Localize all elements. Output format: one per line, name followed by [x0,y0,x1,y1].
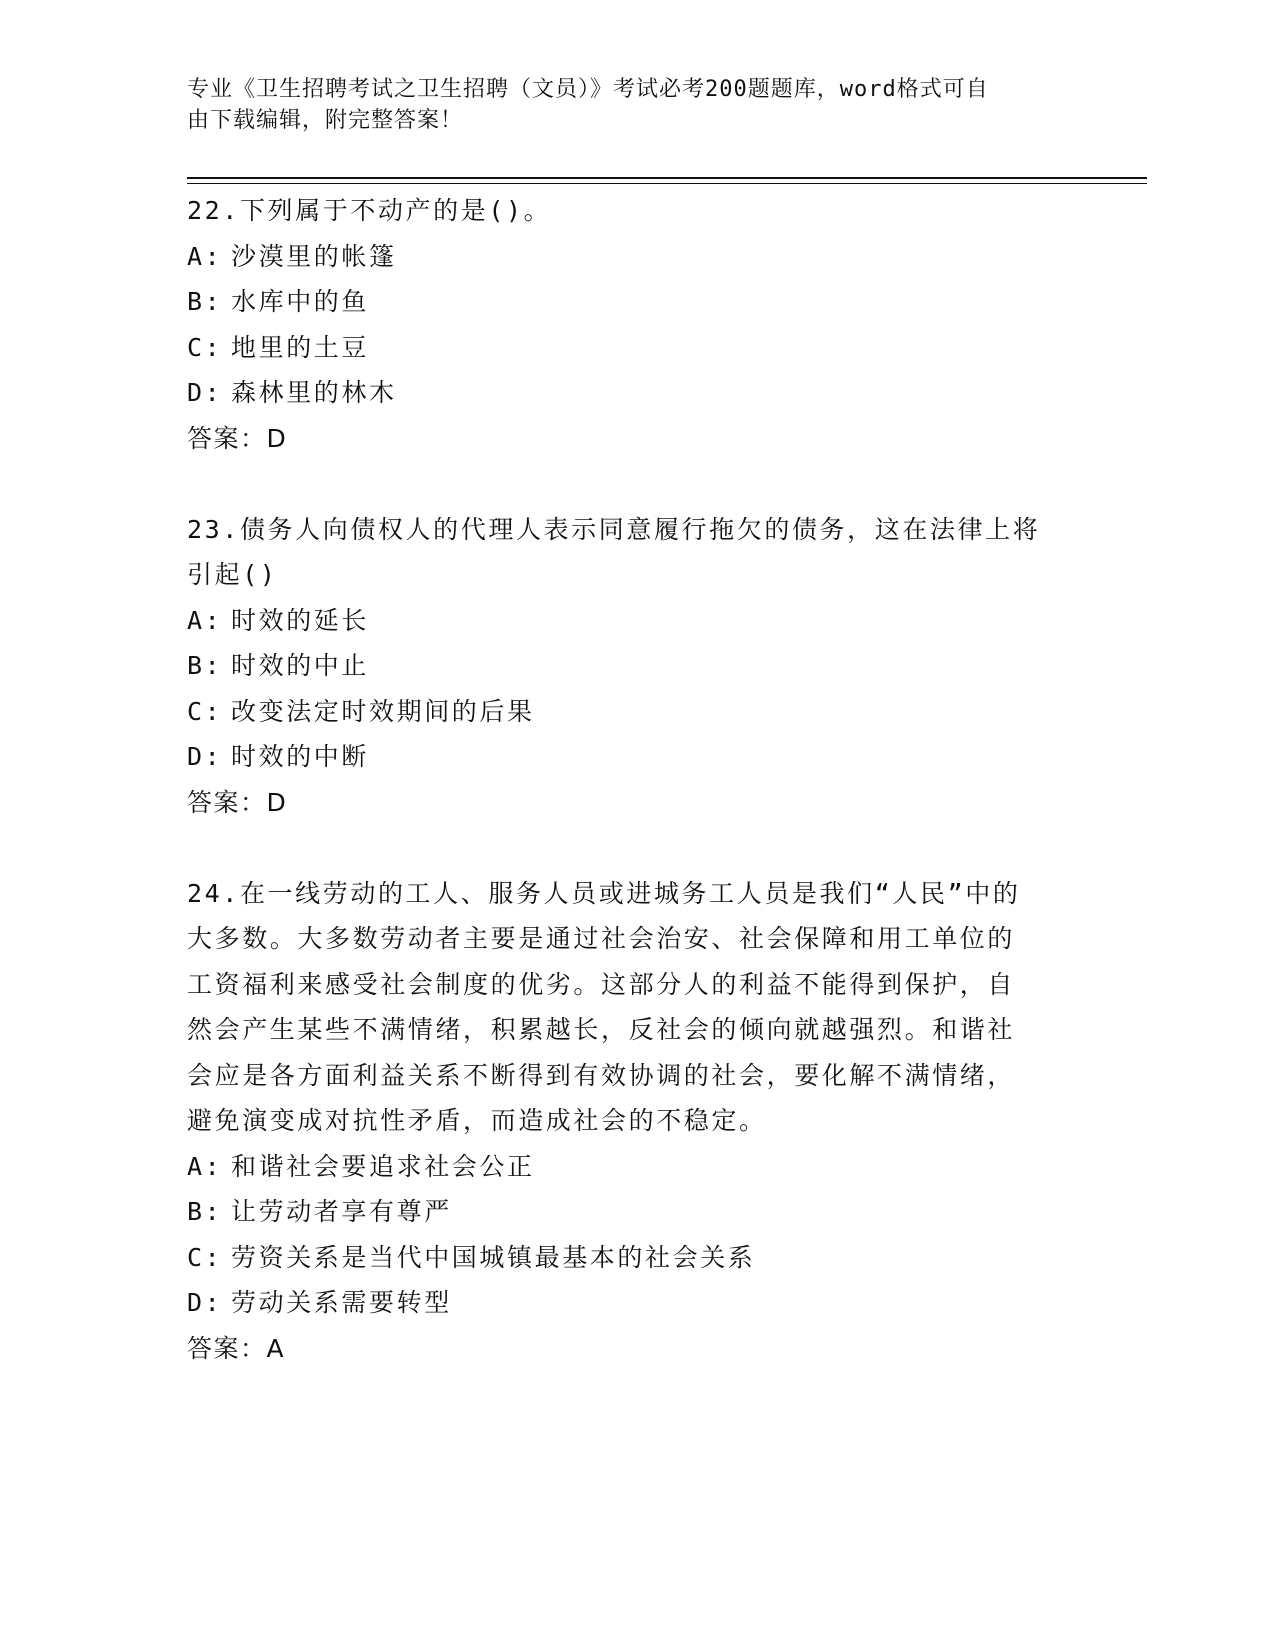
option-text: 沙漠里的帐篷 [231,241,397,271]
question-22 [187,188,1067,461]
option-a [187,234,1067,280]
option-key: B: [187,1197,223,1226]
question-gap [187,825,1067,871]
answer-line: 答案：A [187,1333,286,1363]
question-gap [187,461,1067,507]
question-text-line: 引起() [187,560,278,589]
option-d [187,734,1067,780]
option-c [187,1235,1067,1281]
option-a [187,1144,1067,1190]
option-text: 劳动关系需要转型 [231,1288,452,1317]
option-a [187,598,1067,644]
option-key: B: [187,287,223,316]
option-text: 让劳动者享有尊严 [231,1197,452,1226]
option-text: 劳资关系是当代中国城镇最基本的社会关系 [231,1242,756,1272]
question-list [187,188,1067,1371]
option-key: C: [187,1242,223,1272]
question-text-line: 23.债务人向债权人的代理人表示同意履行拖欠的债务，这在法律上将 [187,514,1041,544]
question-text-line: 工资福利来感受社会制度的优劣。这部分人的利益不能得到保护，自 [187,969,1016,999]
header-line-1: 专业《卫生招聘考试之卫生招聘（文员）》考试必考200题题库，word格式可自 [187,77,989,102]
header-divider-thick [187,177,1147,179]
option-d [187,370,1067,416]
question-text-line: 会应是各方面利益关系不断得到有效协调的社会，要化解不满情绪， [187,1060,1016,1090]
option-text: 水库中的鱼 [231,287,370,316]
option-key: A: [187,1151,223,1181]
answer-line: 答案：D [187,787,288,817]
question-text-line: 避免演变成对抗性矛盾，而造成社会的不稳定。 [187,1106,767,1135]
option-key: A: [187,241,223,271]
option-key: D: [187,378,223,407]
answer-line: 答案：D [187,423,288,453]
question-24 [187,871,1067,1372]
header-line-2: 由下载编辑，附完整答案！ [187,108,464,133]
option-key: B: [187,651,223,680]
question-text-line: 22.下列属于不动产的是()。 [187,196,552,225]
option-key: C: [187,696,223,726]
question-text-line: 然会产生某些不满情绪，积累越长，反社会的倾向就越强烈。和谐社 [187,1015,1016,1044]
option-b [187,643,1067,689]
option-text: 森林里的林木 [231,378,397,407]
option-b [187,279,1067,325]
option-text: 地里的土豆 [231,332,370,362]
option-b [187,1189,1067,1235]
question-text-line: 大多数。大多数劳动者主要是通过社会治安、社会保障和用工单位的 [187,924,1016,953]
option-d [187,1280,1067,1326]
option-key: A: [187,605,223,635]
option-c [187,325,1067,371]
question-text-line: 24.在一线劳动的工人、服务人员或进城务工人员是我们“人民”中的 [187,878,1021,908]
option-key: C: [187,332,223,362]
option-key: D: [187,1288,223,1317]
document-header [187,74,1067,136]
header-divider-thin [187,183,1147,184]
option-key: D: [187,742,223,771]
option-text: 改变法定时效期间的后果 [231,696,535,726]
option-text: 和谐社会要追求社会公正 [231,1151,535,1181]
option-text: 时效的延长 [231,605,370,635]
option-c [187,689,1067,735]
option-text: 时效的中断 [231,742,370,771]
question-23 [187,507,1067,826]
option-text: 时效的中止 [231,651,370,680]
